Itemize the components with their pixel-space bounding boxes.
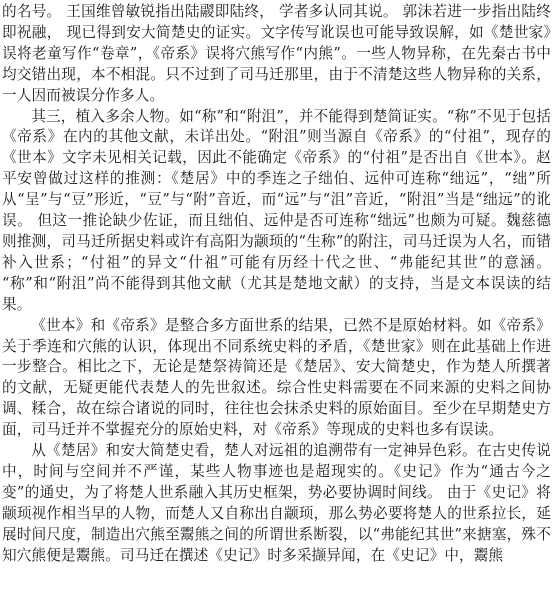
paragraph-4: 从《楚居》和安大简楚史看，楚人对远祖的追溯带有一定神异色彩。在古史传说中，时间与空间并不严谨，某些人物事迹也是超现实的。《史记》作为“通古今之变”的通史，为了将楚人世系融入其历史框架，势必要协调时间线。 由于《史记》将颛顼视作相当早的人物，而楚人又自称出自颛顼，那么势必要将楚人的世系拉长，延展时间尺度，制造出穴熊至鬻熊之间的所谓世系断裂，以“弗能纪其世”来搪塞，殊不知穴熊便是鬻熊。司马迁在撰述《史记》时多采撷异闻，在《史记》中，鬻熊 [2, 442, 551, 564]
paragraph-1: 的名号。 王国维曾敏锐指出陆鬷即陆终， 学者多认同其说。 郭沫若进一步指出陆终即祝融， 现已得到安大简楚史的证实。文字传写讹误也可能导致误解，如《楚世家》误将老童写作“卷章”，《帝系》误将穴熊写作“内熊”。一些人物异称，在先秦古书中均交错出现，本不相混。只不过到了司马迁那里，由于不清楚这些人物异称的关系，一人因而被误分作多人。 [2, 3, 551, 104]
paragraph-3: 《世本》和《帝系》是整合多方面世系的结果，已然不是原始材料。如《帝系》关于季连和穴熊的认识，体现出不同系统史料的矛盾，《楚世家》则在此基础上作进一步整合。相比之下，无论是楚祭祷简还是《楚居》、安大简楚史，作为楚人所撰著的文献，无疑更能代表楚人的先世叙述。综合性史料需要在不同来源的史料之间协调、糅合，故在综合诸说的同时，往往也会抹杀史料的原始面目。至少在早期楚史方面，司马迁并不掌握充分的原始史料，对《帝系》等现成的史料也多有误读。 [2, 316, 551, 439]
paragraph-2: 其三，植入多余人物。如“称”和“附沮”，并不能得到楚简证实。“称”不见于包括《帝系》在内的其他文献，未详出处。“附沮”则当源自《帝系》的“付祖”，现存的《世本》文字未见相关记载，因此不能确定《帝系》的“付祖”是否出自《世本》。赵平安曾做过这样的推测：《楚居》中的季连之子绌伯、远仲可连称“绌远”，“绌”所从“呈”与“豆”形近，“豆”与“附”音近，而“远”与“沮”音近，“附沮”当是“绌远”的讹误。 但这一推论缺少佐证，而且绌伯、远仲是否可连称“绌远”也颇为可疑。魏慈德则推测，司马迁所据史料或许有高阳为颛顼的“生称”的附注，司马迁误为人名，而错补入世系；“付祖”的异文“什祖”可能有历经十代之世、“弗能纪其世”的意涵。 “称”和“附沮”尚不能得到其他文献（尤其是楚地文献）的支持，当是文本误读的结果。 [2, 107, 551, 313]
